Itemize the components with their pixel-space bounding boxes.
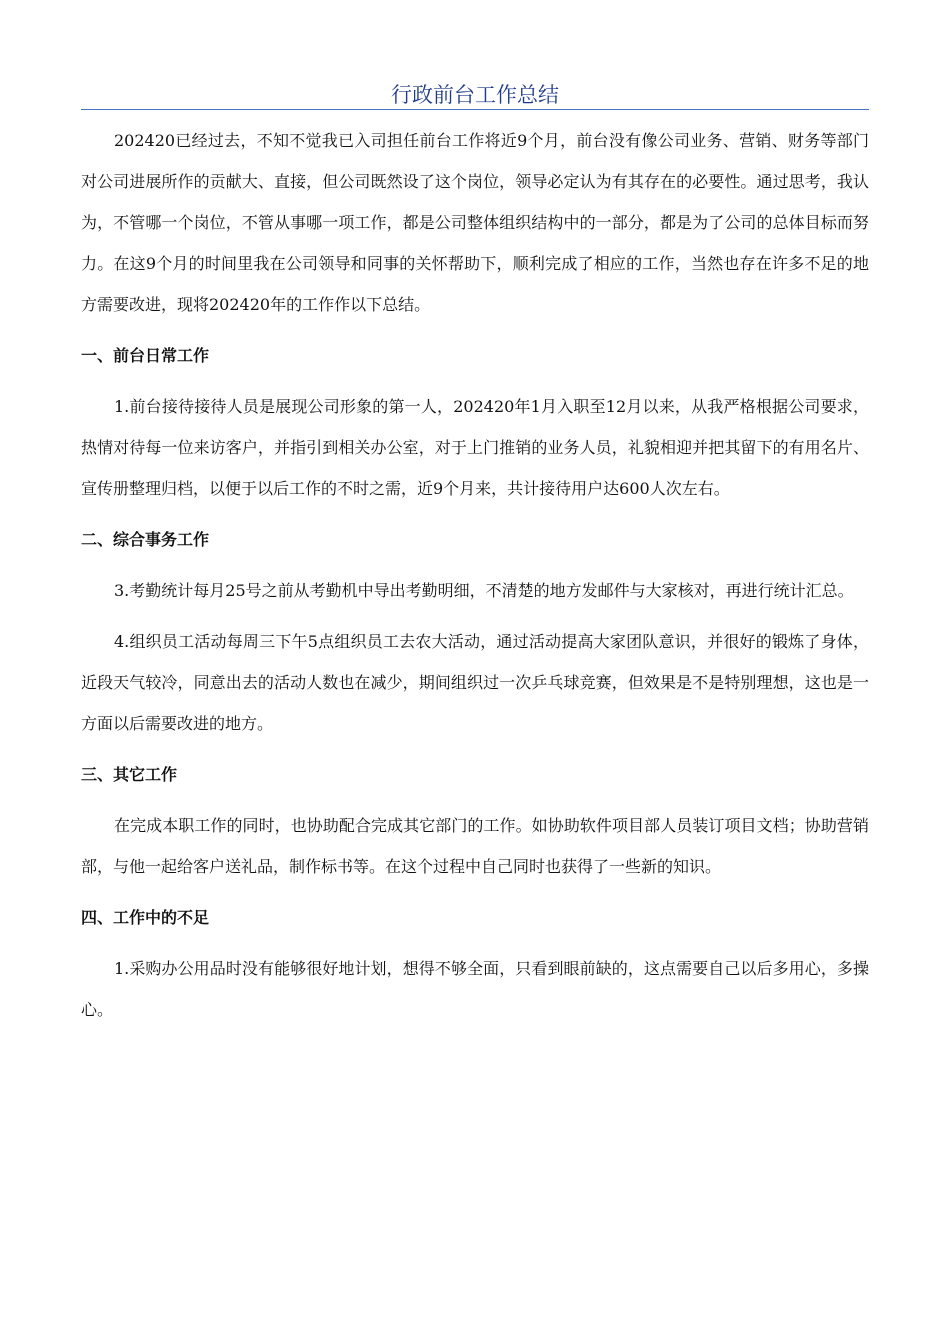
other-paragraph-1: 在完成本职工作的同时，也协助配合完成其它部门的工作。如协助软件项目部人员装订项目文档；协助营销部，与他一起给客户送礼品，制作标书等。在这个过程中自己同时也获得了一些新的知识。 [81, 816, 869, 876]
shortcomings-paragraph-1: 1.采购办公用品时没有能够很好地计划，想得不够全面，只看到眼前缺的，这点需要自己以后多用心，多操心。 [81, 959, 869, 1019]
document-body [81, 120, 869, 1030]
section-heading-shortcomings: 四、工作中的不足 [81, 908, 210, 927]
section-heading-daily: 一、前台日常工作 [81, 346, 210, 365]
title-underline [81, 109, 869, 110]
document-title: 行政前台工作总结 [391, 83, 559, 107]
general-paragraph-1: 3.考勤统计每月25号之前从考勤机中导出考勤明细，不清楚的地方发邮件与大家核对，再进行统计汇总。 [114, 581, 854, 600]
intro-paragraph: 202420已经过去，不知不觉我已入司担任前台工作将近9个月，前台没有像公司业务、营销、财务等部门对公司进展所作的贡献大、直接，但公司既然设了这个岗位，领导必定认为有其存在的必要性。通过思考，我认为，不管哪一个岗位，不管从事哪一项工作，都是公司整体组织结构中的一部分，都是为了公司的总体目标而努力。在这9个月的时间里我在公司领导和同事的关怀帮助下，顺利完成了相应的工作，当然也存在许多不足的地方需要改进，现将202420年的工作作以下总结。 [81, 131, 869, 314]
section-heading-other: 三、其它工作 [81, 765, 178, 784]
section-heading-general: 二、综合事务工作 [81, 530, 210, 549]
daily-paragraph-1: 1.前台接待接待人员是展现公司形象的第一人，202420年1月入职至12月以来，从我严格根据公司要求，热情对待每一位来访客户，并指引到相关办公室，对于上门推销的业务人员，礼貌相迎并把其留下的有用名片、宣传册整理归档，以便于以后工作的不时之需，近9个月来，共计接待用户达600人次左右。 [81, 397, 869, 498]
general-paragraph-2: 4.组织员工活动每周三下午5点组织员工去农大活动，通过活动提高大家团队意识，并很好的锻炼了身体，近段天气较冷，同意出去的活动人数也在减少，期间组织过一次乒乓球竞赛，但效果是不是特别理想，这也是一方面以后需要改进的地方。 [81, 632, 869, 733]
